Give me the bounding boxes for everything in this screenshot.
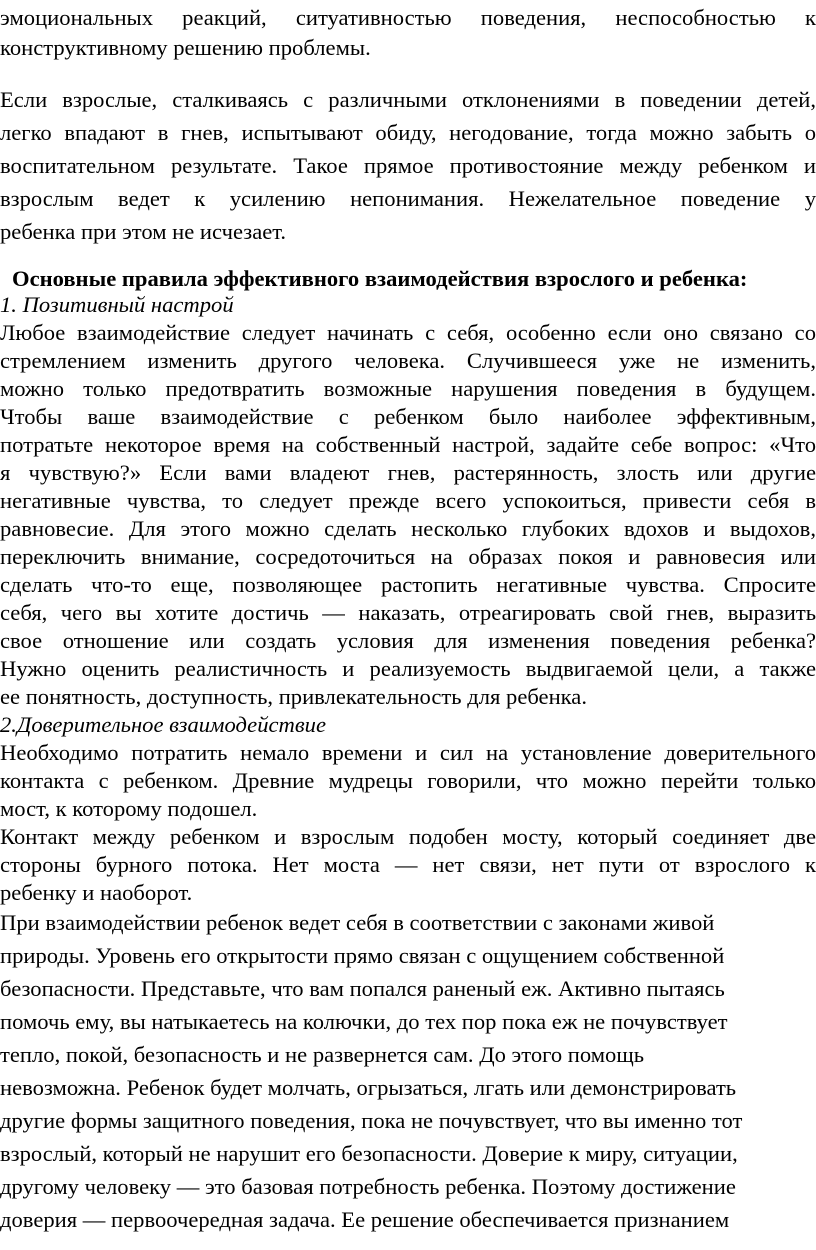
text-line: тепло, покой, безопасность и не развернется сам. До этого помощь xyxy=(0,1042,645,1067)
text-line: потратьте некоторое время на собственный настрой, задайте себе вопрос: «Что xyxy=(0,432,816,457)
text-line: ее понятность, доступность, привлекательность для ребенка. xyxy=(0,684,587,709)
text-line: негативные чувства, то следует прежде всего успокоиться, привести себя в xyxy=(0,488,816,513)
text-line: свое отношение или создать условия для изменения поведения ребенка? xyxy=(0,628,816,653)
text-line: При взаимодействии ребенок ведет себя в соответствии с законами живой xyxy=(0,910,715,935)
text-line: воспитательном результате. Такое прямое противостояние между ребенком и xyxy=(0,153,816,178)
text-line: себя, чего вы хотите достичь — наказать, отреагировать свой гнев, выразить xyxy=(0,600,816,625)
text-line: эмоциональных реакций, ситуативностью поведения, неспособностью к xyxy=(0,5,816,30)
text-line: доверия — первоочередная задача. Ее решение обеспечивается признанием xyxy=(0,1207,730,1232)
text-line: взрослым ведет к усилению непонимания. Нежелательное поведение у xyxy=(0,186,816,211)
text-line: Контакт между ребенком и взрослым подобен мосту, который соединяет две xyxy=(0,824,816,849)
text-line: безопасности. Представьте, что вам попался раненый еж. Активно пытаясь xyxy=(0,976,725,1001)
text-line: помочь ему, вы натыкаетесь на колючки, до тех пор пока еж не почувствует xyxy=(0,1009,728,1034)
text-line: Если взрослые, сталкиваясь с различными отклонениями в поведении детей, xyxy=(0,87,816,112)
text-line: другие формы защитного поведения, пока не почувствует, что вы именно тот xyxy=(0,1108,743,1133)
text-line: другому человеку — это базовая потребность ребенка. Поэтому достижение xyxy=(0,1174,736,1199)
text-line: легко впадают в гнев, испытывают обиду, негодование, тогда можно забыть о xyxy=(0,120,816,145)
text-line: стремлением изменить другого человека. Случившееся уже не изменить, xyxy=(0,348,816,373)
text-line: контакта с ребенком. Древние мудрецы говорили, что можно перейти только xyxy=(0,768,816,793)
text-line: Необходимо потратить немало времени и сил на установление доверительного xyxy=(0,740,816,765)
text-line: переключить внимание, сосредоточиться на образах покоя и равновесия или xyxy=(0,544,816,569)
text-line: я чувствую?» Если вами владеют гнев, растерянность, злость или другие xyxy=(0,460,816,485)
text-line: Нужно оценить реалистичность и реализуемость выдвигаемой цели, а также xyxy=(0,656,816,681)
section-heading: Основные правила эффективного взаимодействия взрослого и ребенка: xyxy=(12,266,748,291)
text-line: мост, к которому подошел. xyxy=(0,796,258,821)
text-line: ребенка при этом не исчезает. xyxy=(0,219,287,244)
text-line: Чтобы ваше взаимодействие с ребенком было наиболее эффективным, xyxy=(0,404,816,429)
text-line: взрослый, который не нарушит его безопасности. Доверие к миру, ситуации, xyxy=(0,1141,738,1166)
text-line: природы. Уровень его открытости прямо связан с ощущением собственной xyxy=(0,943,725,968)
text-line: конструктивному решению проблемы. xyxy=(0,35,371,60)
rule-2-title: 2.Доверительное взаимодействие xyxy=(0,712,326,737)
text-line: Любое взаимодействие следует начинать с себя, особенно если оно связано со xyxy=(0,320,816,345)
text-line: ребенку и наоборот. xyxy=(0,880,193,905)
rule-1-title: 1. Позитивный настрой xyxy=(0,292,234,317)
text-line: сделать что-то еще, позволяющее растопить негативные чувства. Спросите xyxy=(0,572,816,597)
text-line: стороны бурного потока. Нет моста — нет связи, нет пути от взрослого к xyxy=(0,852,816,877)
text-line: равновесие. Для этого можно сделать несколько глубоких вдохов и выдохов, xyxy=(0,516,816,541)
text-line: можно только предотвратить возможные нарушения поведения в будущем. xyxy=(0,376,816,401)
text-line: невозможна. Ребенок будет молчать, огрызаться, лгать или демонстрировать xyxy=(0,1075,737,1100)
